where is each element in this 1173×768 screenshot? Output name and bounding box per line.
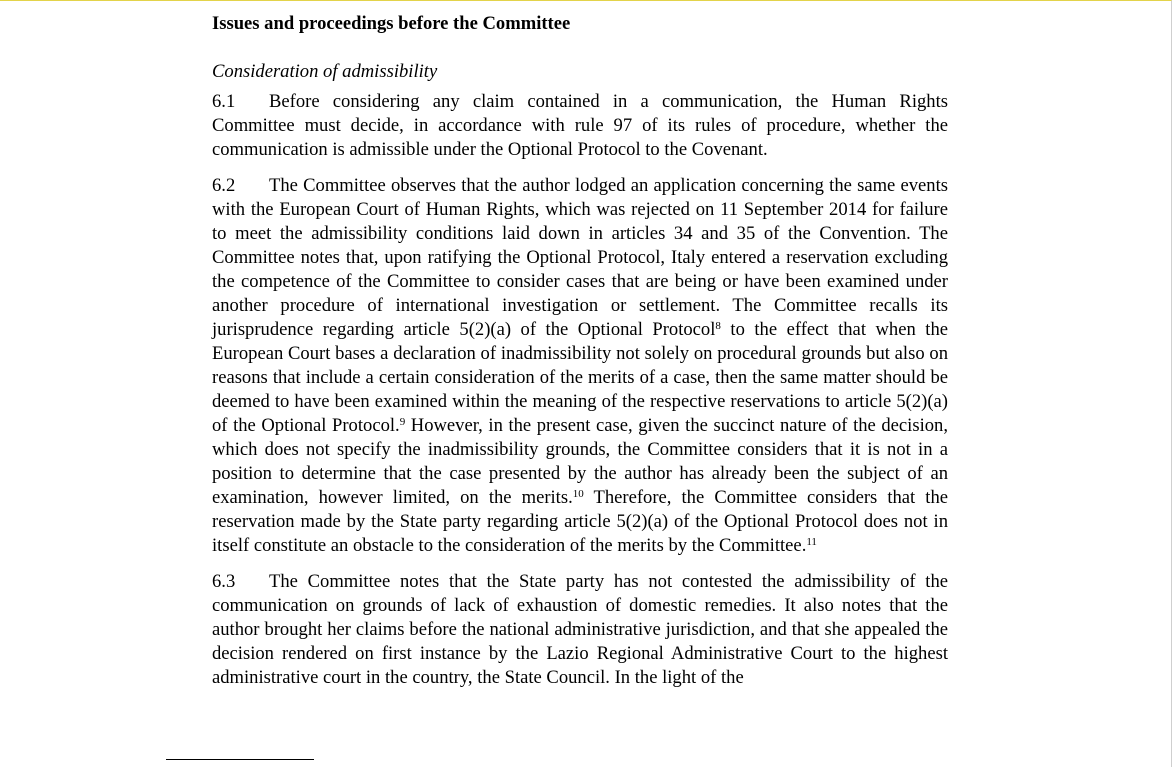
paragraph-number: 6.3 (212, 571, 236, 592)
footnote-ref[interactable]: 11 (806, 536, 817, 548)
document-body (212, 12, 948, 702)
paragraph-number: 6.1 (212, 91, 236, 112)
paragraph-text: The Committee notes that the State party has not contested the admissibility of the communication on grounds of lack of exhaustion of domestic remedies. It also notes that the author brought her claims before the national administrative jurisdiction, and that she appealed the decision rendered on first instance by the Lazio Regional Administrative Court to the highest administrative court in the country, the State Council. In the light of the (212, 571, 948, 688)
paragraph-text: Therefore, the Committee considers that the reservation made by the State party regarding article 5(2)(a) of the Optional Protocol does not in itself constitute an obstacle to the consideration of the merits by the Committee. (212, 487, 949, 556)
paragraph-text: The Committee observes that the author lodged an application concerning the same events with the European Court of Human Rights, which was rejected on 11 September 2014 for failure to meet the admissibility conditions laid down in articles 34 and 35 of the Convention. The Committee notes that, upon ratifying the Optional Protocol, Italy entered a reservation excluding the competence of the Committee to consider cases that are being or have been examined under another procedure of international investigation or settlement. The Committee recalls its jurisprudence regarding article 5(2)(a) of the Optional Protocol (212, 175, 948, 340)
footnote-ref[interactable]: 9 (399, 416, 406, 428)
footnote-ref[interactable]: 8 (715, 320, 721, 332)
paragraph-text: to the effect that when the European Court bases a declaration of inadmissibility not solely on procedural grounds but also on reasons that include a certain consideration of the merits of a case, then the same matter should be deemed to have been examined within the meaning of the respective reservations to article 5(2)(a) of the Optional Protocol. (212, 319, 948, 436)
subheading: Consideration of admissibility (212, 61, 438, 82)
section-heading: Issues and proceedings before the Committee (212, 13, 571, 34)
paragraph-6-1 (212, 90, 948, 162)
paragraph-text: Before considering any claim contained in a communication, the Human Rights Committee must decide, in accordance with rule 97 of its rules of procedure, whether the communication is admissible under the Optional Protocol to the Covenant. (212, 91, 948, 160)
paragraph-6-3 (212, 570, 948, 690)
paragraph-number: 6.2 (212, 175, 236, 196)
paragraph-text: However, in the present case, given the succinct nature of the decision, which does not specify the inadmissibility grounds, the Committee considers that it is not in a position to determine that the case presented by the author has already been the subject of an examination, however limited, on the merits. (212, 415, 948, 508)
footnote-ref[interactable]: 10 (572, 488, 584, 500)
footnote-separator (166, 759, 314, 760)
paragraph-6-2 (212, 174, 948, 558)
